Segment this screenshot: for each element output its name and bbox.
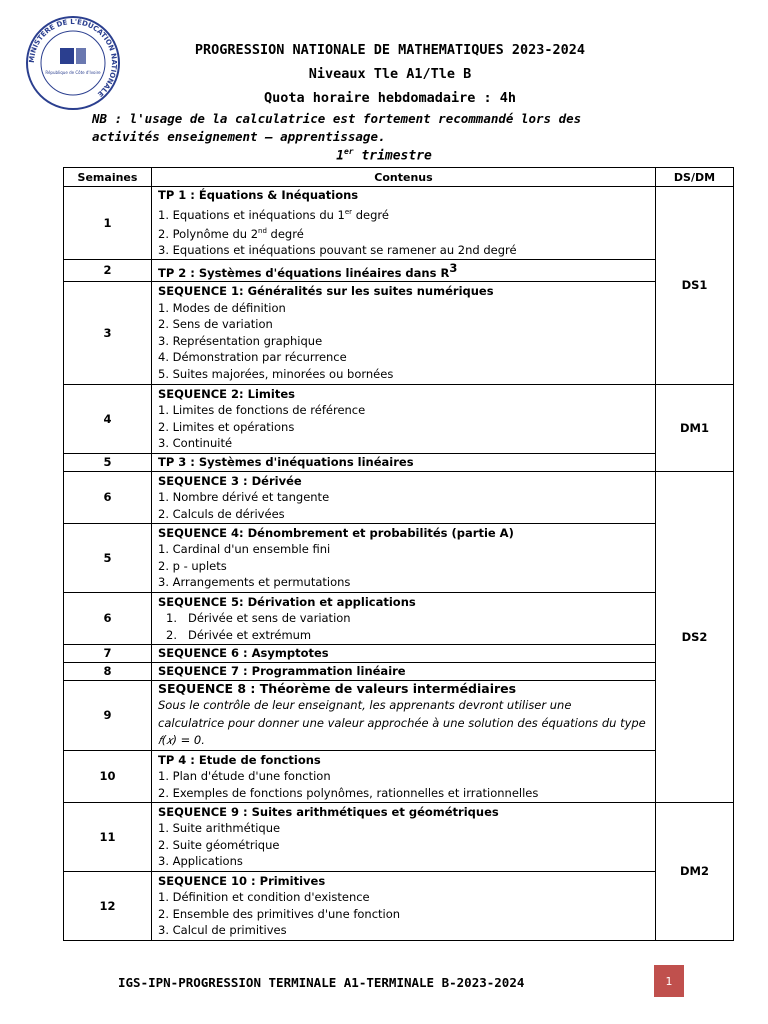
list-item: 3. Continuité xyxy=(158,436,233,451)
table-row xyxy=(64,187,734,260)
header-ds-dm: DS/DM xyxy=(656,168,734,187)
list-item: 2. p - uplets xyxy=(158,558,227,573)
row-title: TP 1 : Équations & Inéquations xyxy=(158,188,359,202)
ministry-seal xyxy=(24,14,122,112)
header-contents: Contenus xyxy=(152,168,656,187)
table-row xyxy=(64,259,734,281)
table-row xyxy=(64,523,734,592)
list-item: 3. Représentation graphique xyxy=(158,333,323,348)
row-title: TP 4 : Etude de fonctions xyxy=(158,752,321,767)
list-item: 1. Plan d'étude d'une fonction xyxy=(158,769,331,784)
content-cell xyxy=(152,802,656,871)
row-title: SEQUENCE 7 : Programmation linéaire xyxy=(158,664,406,679)
nb-note: NB : l'usage de la calculatrice est fortement recommandé lors des activités enseignement – apprentissage. xyxy=(92,111,582,144)
list-item: 2. Exemples de fonctions polynômes, rationnelles et irrationnelles xyxy=(158,785,539,800)
table-row xyxy=(64,802,734,871)
ds-cell-ds1: DS1 xyxy=(656,187,734,385)
row-title: TP 3 : Systèmes d'inéquations linéaires xyxy=(158,455,414,470)
note-line: 𝑓(𝑥) = 0. xyxy=(158,733,205,748)
list-item: 4. Démonstration par récurrence xyxy=(158,350,347,365)
note-line: Sous le contrôle de leur enseignant, les apprenants devront utiliser une xyxy=(158,698,572,713)
header-weeks: Semaines xyxy=(64,168,152,187)
list-item: 2. Calculs de dérivées xyxy=(158,506,285,521)
list-item: 1. Cardinal d'un ensemble fini xyxy=(158,542,331,557)
list-item: 1. Dérivée et sens de variation xyxy=(166,611,351,626)
week-cell: 11 xyxy=(64,802,152,871)
content-cell xyxy=(152,384,656,453)
row-title: TP 2 : Systèmes d'équations linéaires dans R xyxy=(158,265,450,280)
row-title: SEQUENCE 1: Généralités sur les suites numériques xyxy=(158,284,494,299)
progression-table xyxy=(63,167,734,941)
week-cell: 6 xyxy=(64,471,152,523)
table-row xyxy=(64,871,734,940)
list-item: 2. Dérivée et extrémum xyxy=(166,627,312,642)
table-row xyxy=(64,680,734,750)
trimester-heading: 1er trimestre xyxy=(336,147,432,164)
table-row xyxy=(64,662,734,680)
list-item: 1. Limites de fonctions de référence xyxy=(158,403,366,418)
page-number-badge: 1 xyxy=(654,965,684,997)
list-item: 3. Arrangements et permutations xyxy=(158,575,351,590)
content-cell xyxy=(152,281,656,384)
list-item: 1. Définition et condition d'existence xyxy=(158,890,370,905)
list-item: 1. Suite arithmétique xyxy=(158,821,281,836)
page-footer: IGS-IPN-PROGRESSION TERMINALE A1-TERMINALE B-2023-2024 xyxy=(118,975,525,990)
list-item: 1. Modes de définition xyxy=(158,300,286,315)
week-cell: 9 xyxy=(64,680,152,750)
week-cell: 12 xyxy=(64,871,152,940)
row-title: SEQUENCE 10 : Primitives xyxy=(158,873,326,888)
list-item: 3. Equations et inéquations pouvant se ramener au 2nd degré xyxy=(158,243,517,258)
table-row xyxy=(64,453,734,471)
content-cell xyxy=(152,662,656,680)
week-cell: 1 xyxy=(64,187,152,260)
week-cell: 5 xyxy=(64,453,152,471)
list-item: 2. Sens de variation xyxy=(158,317,273,332)
row-title: SEQUENCE 9 : Suites arithmétiques et géométriques xyxy=(158,804,499,819)
content-cell xyxy=(152,187,656,260)
row-title: SEQUENCE 6 : Asymptotes xyxy=(158,646,329,661)
ds-cell-ds2: DS2 xyxy=(656,471,734,802)
content-cell xyxy=(152,592,656,644)
list-item: 1. Nombre dérivé et tangente xyxy=(158,490,330,505)
week-cell: 5 xyxy=(64,523,152,592)
week-cell: 2 xyxy=(64,259,152,281)
row-title: SEQUENCE 8 : Théorème de valeurs intermédiaires xyxy=(158,680,517,696)
week-cell: 8 xyxy=(64,662,152,680)
document-title: PROGRESSION NATIONALE DE MATHEMATIQUES 2023-2024 xyxy=(194,42,586,58)
content-cell xyxy=(152,750,656,802)
week-cell: 4 xyxy=(64,384,152,453)
ds-cell-dm2: DM2 xyxy=(656,802,734,940)
content-cell xyxy=(152,644,656,662)
content-cell xyxy=(152,680,656,750)
levels-line: Niveaux Tle A1/Tle B xyxy=(308,66,472,82)
list-item: 2. Ensemble des primitives d'une fonction xyxy=(158,906,401,921)
table-row xyxy=(64,384,734,453)
week-cell: 3 xyxy=(64,281,152,384)
week-cell: 6 xyxy=(64,592,152,644)
week-cell: 7 xyxy=(64,644,152,662)
note-line: calculatrice pour donner une valeur approchée à une solution des équations du type xyxy=(158,715,646,730)
row-title: SEQUENCE 3 : Dérivée xyxy=(158,473,302,488)
content-cell xyxy=(152,471,656,523)
list-item: 2. Suite géométrique xyxy=(158,837,280,852)
seal-inner-text: République de Côte d'Ivoire xyxy=(45,70,101,75)
quota-line: Quota horaire hebdomadaire : 4h xyxy=(264,90,516,106)
list-item: 3. Applications xyxy=(158,854,243,869)
ds-cell-dm1: DM1 xyxy=(656,384,734,471)
content-cell: TP 2 : Systèmes d'équations linéaires dans $R^3$ xyxy=(152,259,656,281)
week-cell: 10 xyxy=(64,750,152,802)
row-title: SEQUENCE 5: Dérivation et applications xyxy=(158,594,416,609)
table-row xyxy=(64,644,734,662)
list-item: 1. Equations et inéquations du 1er degré xyxy=(158,207,389,222)
list-item: 5. Suites majorées, minorées ou bornées xyxy=(158,366,394,381)
row-title: SEQUENCE 2: Limites xyxy=(158,386,295,401)
list-item: 2. Polynôme du 2nd degré xyxy=(158,226,304,241)
table-row xyxy=(64,592,734,644)
list-item: 2. Limites et opérations xyxy=(158,419,295,434)
table-row xyxy=(64,750,734,802)
seal-ring-text: MINISTÈRE DE L'ÉDUCATION NATIONALE xyxy=(27,17,119,99)
content-cell xyxy=(152,453,656,471)
table-row xyxy=(64,281,734,384)
content-cell xyxy=(152,523,656,592)
document-header xyxy=(130,38,650,110)
row-title: SEQUENCE 4: Dénombrement et probabilités (partie A) xyxy=(158,525,514,540)
list-item: 3. Calcul de primitives xyxy=(158,923,287,938)
content-cell xyxy=(152,871,656,940)
table-row xyxy=(64,471,734,523)
table-header-row xyxy=(64,168,734,187)
